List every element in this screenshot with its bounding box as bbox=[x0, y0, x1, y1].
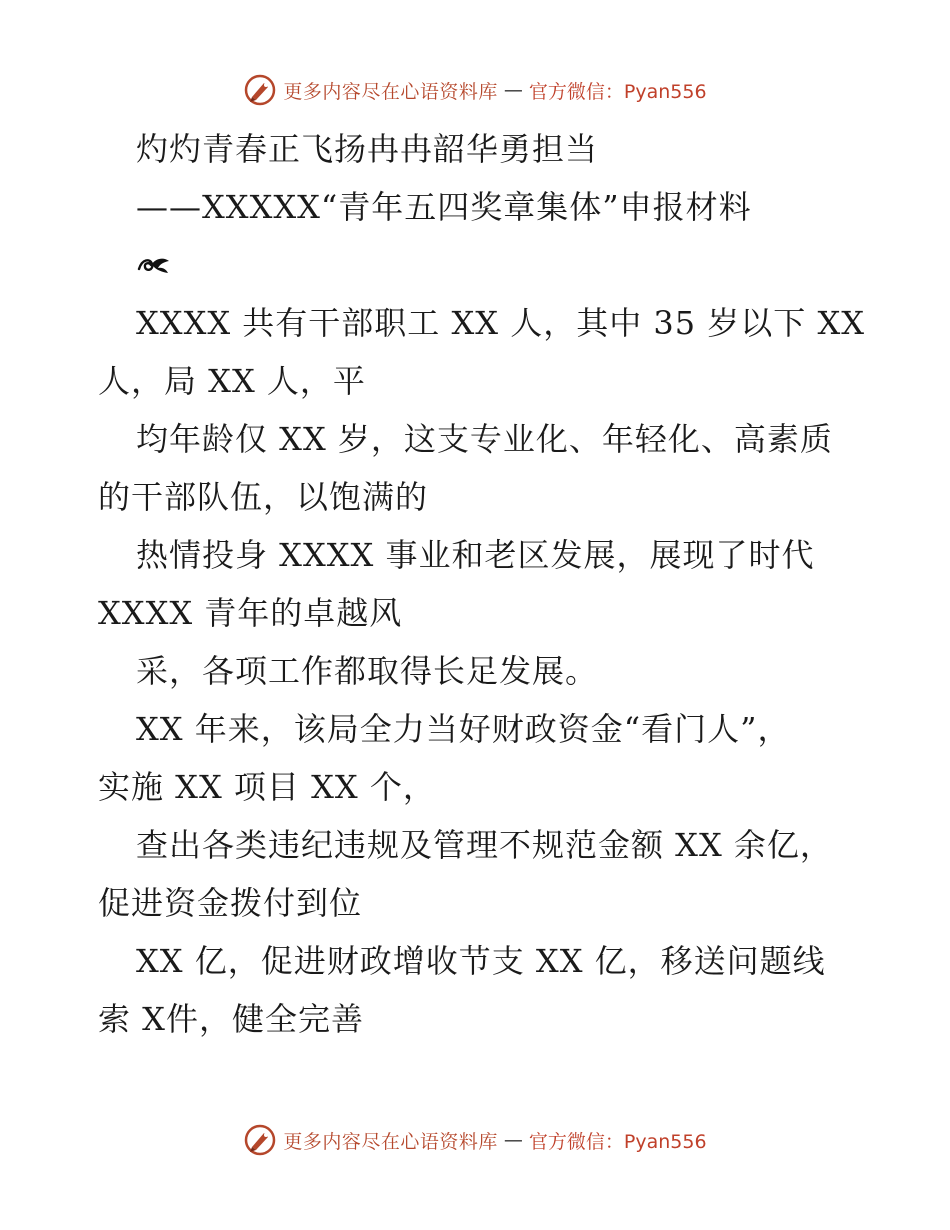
paragraph-2-line-2: 的干部队伍，以饱满的 bbox=[98, 478, 429, 516]
footer-banner bbox=[0, 1120, 950, 1160]
paragraph-1-line-1: XXXX 共有干部职工 XX 人，其中 35 岁以下 XX bbox=[136, 304, 866, 342]
paragraph-4-line-1: 采，各项工作都取得长足发展。 bbox=[136, 652, 599, 690]
paragraph-1-line-2: 人，局 XX 人，平 bbox=[98, 362, 366, 400]
banner-separator: — bbox=[503, 79, 523, 101]
banner-wechat: 官方微信：Pyan556 bbox=[528, 1130, 707, 1153]
flourish-ornament bbox=[98, 236, 858, 294]
paragraph-6-line-2: 促进资金拨付到位 bbox=[98, 884, 363, 922]
paragraph-2-line-1: 均年龄仅 XX 岁，这支专业化、年轻化、高素质 bbox=[136, 420, 833, 458]
paragraph-3-line-1: 热情投身 XXXX 事业和老区发展，展现了时代 bbox=[136, 536, 815, 574]
paragraph-7-line-2: 索 X件，健全完善 bbox=[98, 1000, 364, 1038]
paragraph-7-line-1: XX 亿，促进财政增收节支 XX 亿，移送问题线 bbox=[136, 942, 826, 980]
banner-separator: — bbox=[503, 1129, 523, 1151]
paragraph-6-line-1: 查出各类违纪违规及管理不规范金额 XX 余亿， bbox=[136, 826, 833, 864]
paragraph-5-line-1: XX 年来，该局全力当好财政资金“看门人”， bbox=[136, 710, 791, 748]
banner-text: 更多内容尽在心语资料库 bbox=[283, 1130, 498, 1153]
pen-logo-icon bbox=[243, 1123, 277, 1157]
document-body bbox=[98, 120, 866, 1048]
paragraph-5-line-2: 实施 XX 项目 XX 个， bbox=[98, 768, 436, 806]
banner-wechat: 官方微信：Pyan556 bbox=[528, 80, 707, 103]
document-subtitle: ——XXXXX“青年五四奖章集体”申报材料 bbox=[136, 188, 752, 226]
banner-text: 更多内容尽在心语资料库 bbox=[283, 80, 498, 103]
paragraph-3-line-2: XXXX 青年的卓越风 bbox=[98, 594, 403, 632]
pen-logo-icon bbox=[243, 73, 277, 107]
flourish-icon bbox=[136, 254, 172, 276]
document-title: 灼灼青春正飞扬冉冉韶华勇担当 bbox=[136, 130, 599, 168]
header-banner bbox=[0, 70, 950, 110]
